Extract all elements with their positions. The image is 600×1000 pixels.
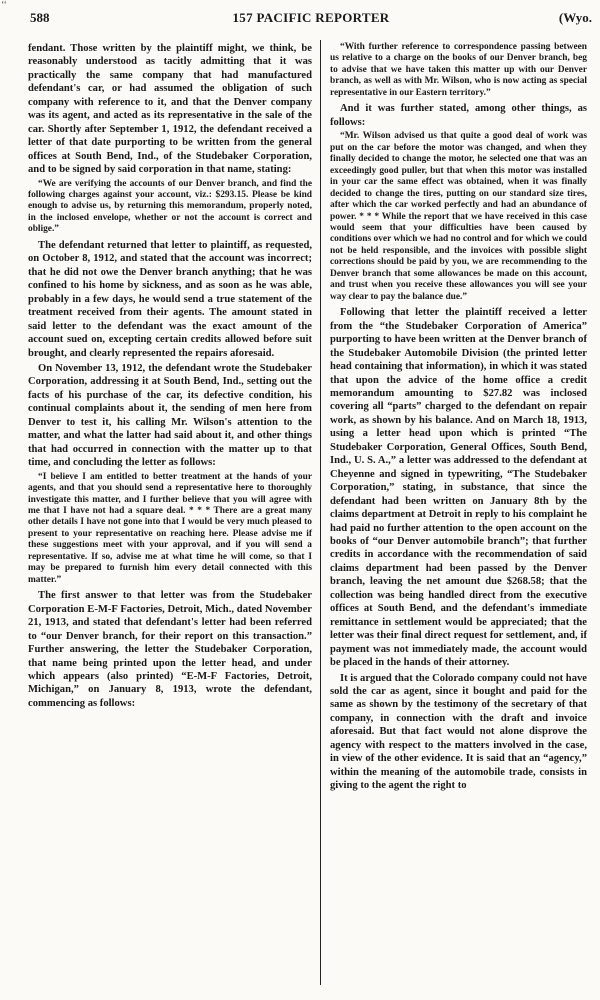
reporter-title: 157 PACIFIC REPORTER xyxy=(232,10,390,25)
block-quote: “We are verifying the accounts of our Denver branch, and find the following charges against your account, viz.: $293.15. Please be kind enough to advise us, by returning this memorandum, properly noted, in the inclosed envelope, whether or not the account is correct and oblige.” xyxy=(28,178,312,235)
paragraph: And it was further stated, among other things, as follows: xyxy=(330,103,587,128)
paragraph: On November 13, 1912, the defendant wrote the Studebaker Corporation, addressing it at South Bend, Ind., setting out the facts of his purchase of the car, its defective condition, his continual complaints about it, the sending of men here from Denver to test it, his calling Mr. Wilson's attention to the matter, and what the latter had said about it, and other things that had occurred in connection with the matter up to that time, and concluding the letter as follows: xyxy=(28,362,312,469)
page-number: 588 xyxy=(30,10,50,25)
paragraph: The first answer to that letter was from the Studebaker Corporation E-M-F Factories, Detroit, Mich., dated November 21, 1913, and stated that defendant's letter had been referred to “our Denver branch, for their report on this transaction.” Further answering, the letter the Studebaker Corporation, that name being printed upon the letter head, and under which appears (also printed) “E-M-F Factories, Detroit, Michigan,” on January 8, 1913, wrote the defendant, commencing as follows: xyxy=(28,590,312,709)
paragraph: It is argued that the Colorado company could not have sold the car as agent, since it bought and paid for the same as shown by the testimony of the secretary of that company, in connection with the draft and invoice aforesaid. But that fact would not alone disprove the agency with respect to the matters involved in the case, in view of the other evidence. It is said that an “agency,” within the meaning of the automobile trade, consists in giving to the agent the right to xyxy=(330,672,587,792)
paragraph: Following that letter the plaintiff received a letter from the “the Studebaker Corporation of America” purporting to have been written at the Denver branch of the Studebaker Automobile Division (the printed letter head containing that information), in which it was stated that upon the advice of the home office a credit memorandum amounting to $27.82 was inclosed covering all “parts” charged to the defendant on repair work, as shown by his balance. And on March 18, 1913, using a letter head upon which is printed “The Studebaker Corporation, General Offices, South Bend, Ind., U. S. A.,” a letter was addressed to the defendant at Cheyenne and signed in typewriting, “The Studebaker Corporation,” stating, in substance, that since the defendant had been written on January 8th by the claims department at Detroit in reply to his complaint he had paid no further attention to the open account on the books of “our Denver automobile branch”; that further credits in accordance with the recommendation of said claims department had been passed by the Denver branch, leaving the net amount due $268.58; that the collection was being handled direct from the executive offices at South Bend, and the defendant's immediate remittance in settlement would be appreciated; that the letter was their final direct request for settlement, and, if payment was not immediately made, the account would be placed in the hands of their attorney. xyxy=(330,307,587,669)
block-quote: “Mr. Wilson advised us that quite a good deal of work was put on the car before the motor was changed, and when they finally decided to change the motor, he selected one that was an exceedingly good puller, but that when this motor was installed in your car the same effect was obtained, when it was finally decided to change the tires, putting on our standard size tires, after which the car worked perfectly and had an abundance of power. * * * While the report that we have received in this case would seem that your difficulties have been caused by conditions over which we had no control and for which we could not be held responsible, and the invoices with possible slight corrections should be paid by you, we are recommending to the Denver branch that some allowances be made on this account, and trust when you receive these allowances you will see your way clear to pay the balance due.” xyxy=(330,131,587,302)
state-abbreviation: (Wyo. xyxy=(558,10,592,25)
paragraph: fendant. Those written by the plaintiff might, we think, be reasonably understood as tacitly admitting that it was practically the same company that had manufactured defendant's car, or had assumed the obligation of such company with reference to it, and that the Denver company was its agent, and acted as its representative in the sale of the car. Shortly after September 1, 1912, the defendant received a letter of that date purporting to be written from the general offices at South Bend, Ind., of the Studebaker Corporation, and to be signed by said corporation in that name, stating: xyxy=(28,43,312,176)
block-quote: “I believe I am entitled to better treatment at the hands of your agents, and that you should send a representative here to thoroughly investigate this matter, and I further believe that you will agree with me that I have not had a square deal. * * * There are a great many other details I have not gone into that I would be very much pleased to present to your representative on reaching here. Please advise me if these suggestions meet with your approval, and if you will send a representative. If so, advise me at what time he will come, so that I may be prepared to furnish him every detail connected with this matter.” xyxy=(28,471,312,585)
corner-mark: ‘‘ xyxy=(1,0,7,11)
left-column xyxy=(28,40,312,710)
paragraph: The defendant returned that letter to plaintiff, as requested, on October 8, 1912, and stated that the account was incorrect; that he did not owe the Denver branch anything; that he was confined to his home by sickness, and as soon as he was able, probably in a few days, he would send a true statement of the treatment received from their agents. The amount stated in said letter to the defendant was the exact amount of the account sued on, excepting certain credits allowed before suit brought, and clearly represented the repairs aforesaid. xyxy=(28,239,312,359)
page-header xyxy=(30,10,592,30)
column-divider xyxy=(320,40,321,985)
block-quote: “With further reference to correspondence passing between us relative to a charge on the books of our Denver branch, beg to advise that we have taken this matter up with our Denver branch, as well as with Mr. Wilson, who is now acting as special representative in our Eastern territory.” xyxy=(330,42,587,98)
right-column xyxy=(330,40,587,793)
